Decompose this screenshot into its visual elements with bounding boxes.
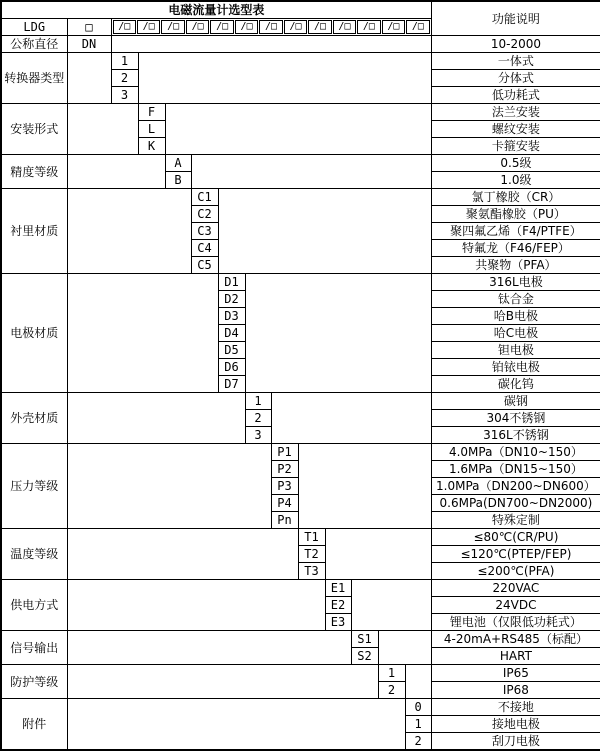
model-prefix: LDG bbox=[1, 19, 67, 36]
description-cell: 1.0MPa（DN200~DN600） bbox=[431, 478, 600, 495]
code-box-9: /□ bbox=[308, 20, 331, 34]
description-cell: 铂铱电极 bbox=[431, 359, 600, 376]
table-row bbox=[1, 699, 600, 716]
spacer-cell bbox=[67, 274, 218, 393]
code-box-11: /□ bbox=[357, 20, 380, 34]
spacer-cell bbox=[298, 444, 431, 529]
code-box-5: /□ bbox=[210, 20, 233, 34]
description-cell: 哈C电极 bbox=[431, 325, 600, 342]
title-row bbox=[1, 1, 600, 19]
code-cell: F bbox=[138, 104, 165, 121]
section-label: 附件 bbox=[1, 699, 67, 751]
spacer-cell bbox=[191, 155, 431, 189]
description-cell: 螺纹安装 bbox=[431, 121, 600, 138]
diameter-code: DN bbox=[67, 36, 111, 53]
code-cell: E2 bbox=[325, 597, 351, 614]
spacer-cell bbox=[111, 36, 431, 53]
description-cell: 锂电池（仅限低功耗式） bbox=[431, 614, 600, 631]
description-cell: HART bbox=[431, 648, 600, 665]
code-cell: C3 bbox=[191, 223, 218, 240]
description-cell: 氯丁橡胶（CR） bbox=[431, 189, 600, 206]
diameter-row bbox=[1, 36, 600, 53]
spacer-cell bbox=[245, 274, 431, 393]
code-cell: D4 bbox=[218, 325, 245, 342]
code-box-2: /□ bbox=[137, 20, 160, 34]
code-box-7: /□ bbox=[259, 20, 282, 34]
description-cell: 304不锈钢 bbox=[431, 410, 600, 427]
section-label: 衬里材质 bbox=[1, 189, 67, 274]
section-label: 电极材质 bbox=[1, 274, 67, 393]
code-cell: P2 bbox=[271, 461, 298, 478]
model-code-boxes-cell bbox=[111, 19, 431, 36]
section-label: 温度等级 bbox=[1, 529, 67, 580]
table-row bbox=[1, 274, 600, 291]
table-row bbox=[1, 631, 600, 648]
page-title: 电磁流量计选型表 bbox=[1, 1, 431, 19]
section-label: 防护等级 bbox=[1, 665, 67, 699]
code-box-strip bbox=[112, 19, 431, 35]
code-box-10: /□ bbox=[333, 20, 356, 34]
code-cell: 1 bbox=[378, 665, 405, 682]
code-cell: D2 bbox=[218, 291, 245, 308]
table-row bbox=[1, 393, 600, 410]
description-cell: 4.0MPa（DN10~150） bbox=[431, 444, 600, 461]
description-cell: 24VDC bbox=[431, 597, 600, 614]
table-row bbox=[1, 529, 600, 546]
code-box-6: /□ bbox=[235, 20, 258, 34]
code-cell: P3 bbox=[271, 478, 298, 495]
code-box-8: /□ bbox=[284, 20, 307, 34]
section-label: 转换器类型 bbox=[1, 53, 67, 104]
code-cell: D7 bbox=[218, 376, 245, 393]
code-cell: 2 bbox=[378, 682, 405, 699]
spacer-cell bbox=[67, 665, 378, 699]
code-cell: K bbox=[138, 138, 165, 155]
spacer-cell bbox=[351, 580, 431, 631]
spacer-cell bbox=[67, 104, 138, 155]
code-cell: P4 bbox=[271, 495, 298, 512]
table-row bbox=[1, 53, 600, 70]
description-cell: 不接地 bbox=[431, 699, 600, 716]
code-cell: 3 bbox=[111, 87, 138, 104]
function-column-header: 功能说明 bbox=[431, 1, 600, 36]
code-box-4: /□ bbox=[186, 20, 209, 34]
code-cell: C5 bbox=[191, 257, 218, 274]
code-cell: 1 bbox=[245, 393, 271, 410]
section-label-diameter: 公称直径 bbox=[1, 36, 67, 53]
description-cell: 刮刀电极 bbox=[431, 733, 600, 751]
description-cell: 1.0级 bbox=[431, 172, 600, 189]
code-box-12: /□ bbox=[382, 20, 405, 34]
description-cell: 特殊定制 bbox=[431, 512, 600, 529]
code-cell: C2 bbox=[191, 206, 218, 223]
model-base-box: □ bbox=[67, 19, 111, 36]
code-cell: D5 bbox=[218, 342, 245, 359]
code-cell: 1 bbox=[111, 53, 138, 70]
code-cell: 2 bbox=[405, 733, 431, 751]
code-box-13: /□ bbox=[406, 20, 429, 34]
description-cell: 哈B电极 bbox=[431, 308, 600, 325]
code-cell: C4 bbox=[191, 240, 218, 257]
code-cell: L bbox=[138, 121, 165, 138]
description-cell: 0.6MPa(DN700~DN2000) bbox=[431, 495, 600, 512]
description-cell: 接地电极 bbox=[431, 716, 600, 733]
code-cell: C1 bbox=[191, 189, 218, 206]
description-cell: 聚氨酯橡胶（PU） bbox=[431, 206, 600, 223]
code-cell: D3 bbox=[218, 308, 245, 325]
description-cell: 共聚物（PFA） bbox=[431, 257, 600, 274]
code-cell: D1 bbox=[218, 274, 245, 291]
code-cell: 1 bbox=[405, 716, 431, 733]
code-cell: Pn bbox=[271, 512, 298, 529]
code-cell: E1 bbox=[325, 580, 351, 597]
spacer-cell bbox=[67, 53, 111, 104]
table-row bbox=[1, 104, 600, 121]
section-label: 精度等级 bbox=[1, 155, 67, 189]
description-cell: ≤200℃(PFA) bbox=[431, 563, 600, 580]
description-cell: 特氟龙（F46/FEP） bbox=[431, 240, 600, 257]
description-cell: IP65 bbox=[431, 665, 600, 682]
section-label: 外壳材质 bbox=[1, 393, 67, 444]
description-cell: 卡箍安装 bbox=[431, 138, 600, 155]
description-cell: 4-20mA+RS485（标配） bbox=[431, 631, 600, 648]
code-cell: T2 bbox=[298, 546, 325, 563]
description-cell: 碳钢 bbox=[431, 393, 600, 410]
description-cell: 316L电极 bbox=[431, 274, 600, 291]
table-row bbox=[1, 580, 600, 597]
spacer-cell bbox=[67, 444, 271, 529]
spacer-cell bbox=[67, 631, 351, 665]
selection-table-body bbox=[1, 1, 600, 750]
code-box-1: /□ bbox=[113, 20, 136, 34]
description-cell: ≤80℃(CR/PU) bbox=[431, 529, 600, 546]
table-row bbox=[1, 444, 600, 461]
table-row bbox=[1, 155, 600, 172]
description-cell: 聚四氟乙烯（F4/PTFE） bbox=[431, 223, 600, 240]
description-cell: 一体式 bbox=[431, 53, 600, 70]
description-cell: IP68 bbox=[431, 682, 600, 699]
code-cell: T1 bbox=[298, 529, 325, 546]
section-label: 安装形式 bbox=[1, 104, 67, 155]
description-cell: 钛合金 bbox=[431, 291, 600, 308]
description-cell: ≤120℃(PTEP/FEP) bbox=[431, 546, 600, 563]
spacer-cell bbox=[67, 699, 405, 751]
description-cell: 1.6MPa（DN15~150） bbox=[431, 461, 600, 478]
description-cell: 碳化钨 bbox=[431, 376, 600, 393]
description-cell: 低功耗式 bbox=[431, 87, 600, 104]
table-row bbox=[1, 665, 600, 682]
code-cell: 2 bbox=[245, 410, 271, 427]
spacer-cell bbox=[67, 529, 298, 580]
code-cell: 2 bbox=[111, 70, 138, 87]
code-cell: S2 bbox=[351, 648, 378, 665]
spacer-cell bbox=[67, 393, 245, 444]
spacer-cell bbox=[67, 580, 325, 631]
code-cell: B bbox=[165, 172, 191, 189]
spacer-cell bbox=[325, 529, 431, 580]
spacer-cell bbox=[405, 665, 431, 699]
code-cell: P1 bbox=[271, 444, 298, 461]
spacer-cell bbox=[138, 53, 431, 104]
spacer-cell bbox=[378, 631, 431, 665]
code-cell: 3 bbox=[245, 427, 271, 444]
description-cell: 分体式 bbox=[431, 70, 600, 87]
spacer-cell bbox=[67, 189, 191, 274]
description-cell: 法兰安装 bbox=[431, 104, 600, 121]
description-cell: 220VAC bbox=[431, 580, 600, 597]
code-cell: S1 bbox=[351, 631, 378, 648]
description-cell: 10-2000 bbox=[431, 36, 600, 53]
code-box-3: /□ bbox=[161, 20, 184, 34]
description-cell: 316L不锈钢 bbox=[431, 427, 600, 444]
code-cell: 0 bbox=[405, 699, 431, 716]
description-cell: 钽电极 bbox=[431, 342, 600, 359]
section-label: 信号输出 bbox=[1, 631, 67, 665]
code-cell: E3 bbox=[325, 614, 351, 631]
code-cell: T3 bbox=[298, 563, 325, 580]
code-cell: D6 bbox=[218, 359, 245, 376]
section-label: 供电方式 bbox=[1, 580, 67, 631]
spacer-cell bbox=[165, 104, 431, 155]
spacer-cell bbox=[67, 155, 165, 189]
description-cell: 0.5级 bbox=[431, 155, 600, 172]
section-label: 压力等级 bbox=[1, 444, 67, 529]
spacer-cell bbox=[218, 189, 431, 274]
table-row bbox=[1, 189, 600, 206]
spacer-cell bbox=[271, 393, 431, 444]
code-cell: A bbox=[165, 155, 191, 172]
